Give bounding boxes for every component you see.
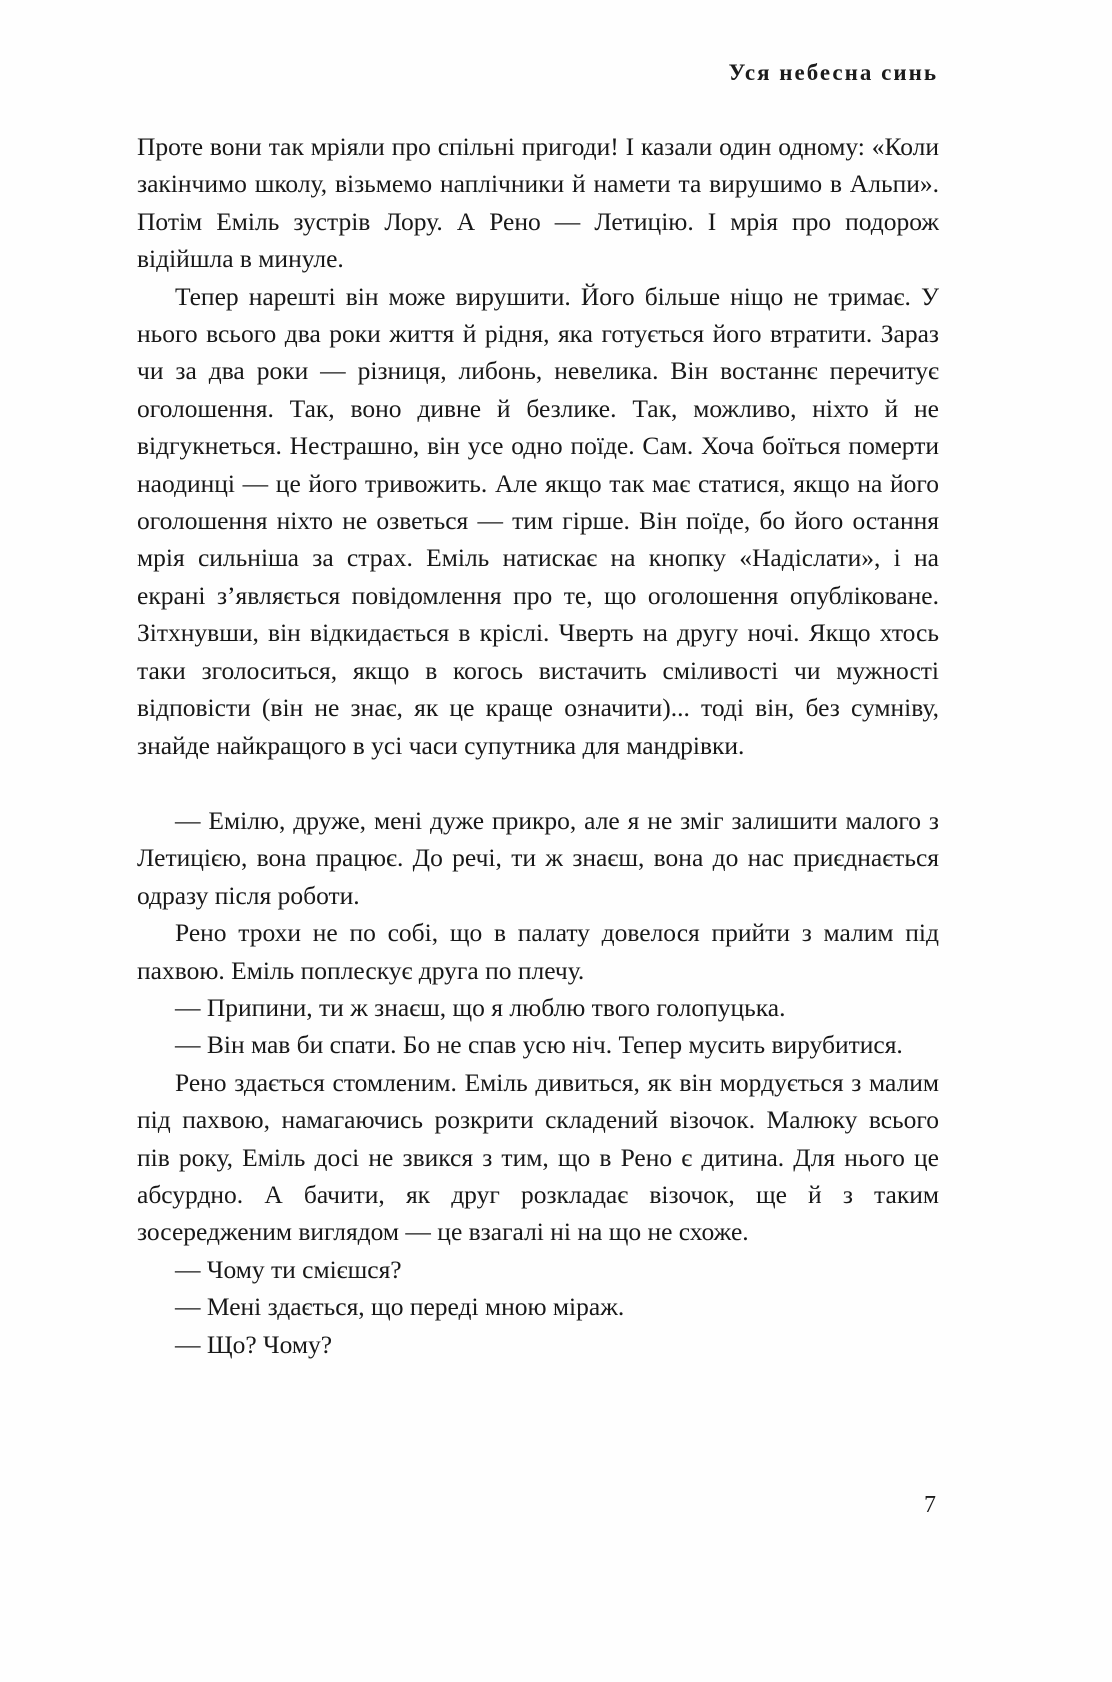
paragraph-dialogue: — Він мав би спати. Бо не спав усю ніч. Тепер мусить вирубитися.	[175, 1030, 903, 1060]
paragraph-dialogue: — Припини, ти ж знаєш, що я люблю твого голопуцька.	[175, 992, 786, 1022]
paragraph-narrative: Рено здається стомленим. Еміль дивиться, як він мордується з малим під пахвою, намагаючись розкрити складений візочок. Малюку всього пів року, Еміль досі не звикся з тим, що в Рено є дитина. Для нього це абсурдно. А бачити, як друг розкладає візочок, ще й з таким зосередженим виглядом — це взагалі ні на що не схоже.	[137, 1067, 939, 1247]
paragraph-dialogue: — Емілю, друже, мені дуже прикро, але я не зміг залишити малого з Летицією, вона працює. До речі, ти ж знаєш, вона до нас приєднається одразу після роботи.	[137, 805, 939, 910]
paragraph-narrative: Рено трохи не по собі, що в палату довелося прийти з малим під пахвою. Еміль поплескує друга по плечу.	[137, 918, 939, 985]
paragraph-narrative: Проте вони так мріяли про спільні пригоди! І казали один одному: «Коли закінчимо школу, візьмемо наплічники й намети та вирушимо в Альпи». Потім Еміль зустрів Лору. А Рено — Летицію. І мрія про подорож відійшла в минуле.	[137, 132, 939, 274]
paragraph-narrative: Тепер нарешті він може вирушити. Його більше ніщо не тримає. У нього всього два роки життя й рідня, яка готується його втратити. Зараз чи за два роки — різниця, либонь, невелика. Він востаннє перечитує оголошення. Так, воно дивне й безлике. Так, можливо, ніхто й не відгукнеться. Нестрашно, він усе одно поїде. Сам. Хоча боїться померти наодинці — це його тривожить. Але якщо так має статися, якщо на його оголошення ніхто не озветься — тим гірше. Він поїде, бо його остання мрія сильніша за страх. Еміль натискає на кнопку «Надіслати», і на екрані з’являється повідомлення про те, що оголошення опубліковане. Зітхнувши, він відкидається в кріслі. Чверть на другу ночі. Якщо хтось таки зголоситься, якщо в когось вистачить сміливості чи мужності відповісти (він не знає, як це краще означити)... тоді він, без сумніву, знайде найкращого в усі часи супутника для мандрівки.	[137, 281, 939, 760]
text-block	[137, 128, 939, 1363]
paragraph-dialogue: — Що? Чому?	[175, 1329, 333, 1359]
paragraph-dialogue: — Чому ти смієшся?	[175, 1254, 402, 1284]
page-number: 7	[924, 1492, 936, 1518]
running-header-title: Уся небесна синь	[728, 60, 938, 85]
paragraph-dialogue: — Мені здається, що переді мною міраж.	[175, 1292, 625, 1322]
